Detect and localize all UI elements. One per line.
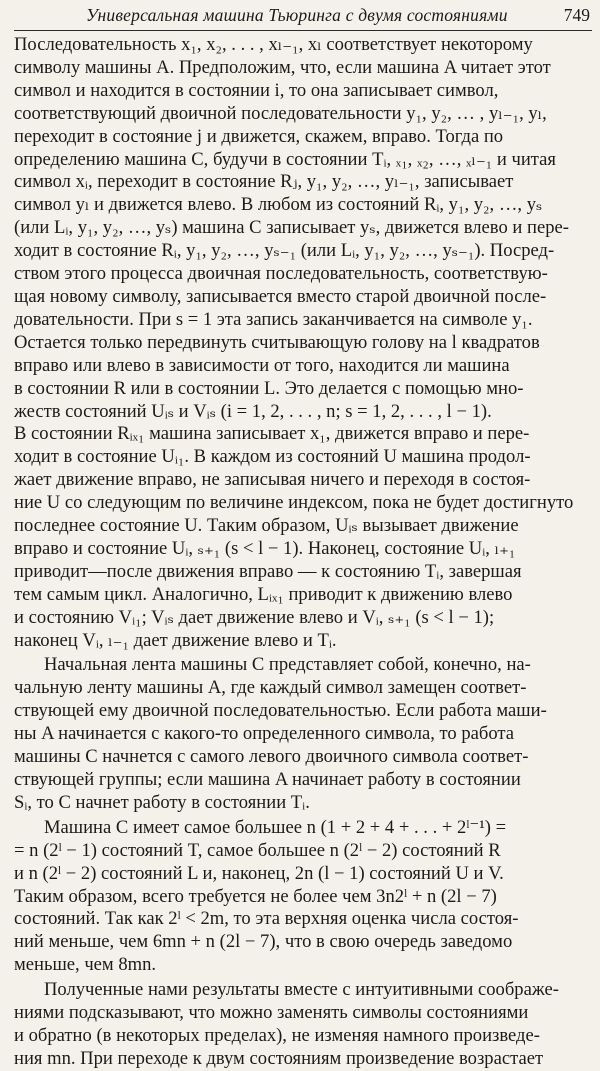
text-line: щая новому символу, записывается вместо старой двоичной после-: [14, 285, 547, 307]
text-line: определению машина C, будучи в состоянии Tᵢ, ₓ₁, ₓ₂, …, ₓₗ₋₁ и читая: [14, 148, 556, 170]
text-line: в состоянии R или в состоянии L. Это делается с помощью мно-: [14, 377, 524, 399]
text-line: Начальная лента машины C представляет собой, конечно, на-: [44, 654, 531, 676]
text-line: ством этого процесса двоичная последовательность, соответствую-: [14, 263, 548, 285]
text-line: Полученные нами результаты вместе с интуитивными соображе-: [44, 979, 559, 1001]
page-number: 749: [563, 5, 590, 25]
text-line: = n (2ˡ − 1) состояний T, самое большее n (2ˡ − 2) состояний R: [14, 839, 501, 861]
text-line: последнее состояние U. Таким образом, Uᵢₛ вызывает движение: [14, 515, 519, 537]
text-line: жает движение вправо, не записывая ничего и переходя в состоя-: [14, 469, 531, 491]
text-line: соответствующий двоичной последовательности y₁, y₂, … , yₗ₋₁, yₗ,: [14, 102, 547, 124]
text-line: Машина C имеет самое большее n (1 + 2 + 4 + . . . + 2ˡ⁻¹) =: [44, 816, 507, 838]
text-line: ны A начинается с какого-то определенного символа, то работа: [14, 723, 515, 745]
paragraph: [14, 817, 592, 977]
text-line: наконец Vᵢ, ₗ₋₁ дает движение влево и Tᵢ.: [14, 629, 337, 651]
text-line: переходит в состояние j и движется, скажем, вправо. Тогда по: [14, 125, 504, 147]
text-line: ний меньше, чем 6mn + n (2l − 7), что в свою очередь заведомо: [14, 931, 513, 953]
text-line: ние U со следующим по величине индексом, пока не будет достигнуто: [14, 492, 574, 514]
text-line: меньше, чем 8mn.: [14, 954, 157, 976]
text-line: состояний. Так как 2ˡ < 2m, то эта верхняя оценка числа состоя-: [14, 908, 519, 930]
text-line: ствующей ему двоичной последовательностью. Если работа маши-: [14, 700, 547, 722]
text-line: символу машины A. Предположим, что, если машина A читает этот: [14, 56, 551, 78]
text-line: чальную ленту машины A, где каждый символ замещен соответ-: [14, 677, 527, 699]
text-line: символ xᵢ, переходит в состояние Rⱼ, y₁, y₂, …, yₗ₋₁, записывает: [14, 171, 514, 193]
text-line: вправо и состояние Uᵢ, ₛ₊₁ (s < l − 1). Наконец, состояние Uᵢ, ₗ₊₁: [14, 537, 516, 559]
paragraph: [14, 654, 592, 814]
text-line: (или Lᵢ, y₁, y₂, …, yₛ) машина C записывает yₛ, движется влево и пере-: [14, 217, 569, 239]
text-line: Остается только передвинуть считывающую голову на l квадратов: [14, 331, 540, 353]
running-header: [14, 2, 592, 31]
text-line: приводит—после движения вправо — к состоянию Tᵢ, завершая: [14, 560, 522, 582]
text-line: символ и находится в состоянии i, то она записывает символ,: [14, 79, 499, 101]
text-line: тем самым цикл. Аналогично, Lᵢₓ₁ приводит к движению влево: [14, 583, 513, 605]
text-line: и обратно (в некоторых пределах), не изменяя намного произведе-: [14, 1024, 540, 1046]
text-line: и n (2ˡ − 2) состояний L и, наконец, 2n (l − 1) состояний U и V.: [14, 862, 504, 884]
paragraph: [14, 34, 592, 652]
text-line: жеств состояний Uᵢₛ и Vᵢₛ (i = 1, 2, . . . , n; s = 1, 2, . . . , l − 1).: [14, 400, 492, 422]
text-line: ствующей группы; если машина A начинает работу в состоянии: [14, 769, 521, 790]
text-line: довательности. При s = 1 эта запись заканчивается на символе y₁.: [14, 308, 533, 330]
paragraph: [14, 979, 592, 1071]
text-line: ходит в состояние Uᵢ₁. В каждом из состояний U машина продол-: [14, 446, 531, 468]
text-line: В состоянии Rᵢₓ₁ машина записывает x₁, движется вправо и пере-: [14, 423, 530, 445]
text-line: и состоянию Vᵢ₁; Vᵢₛ дает движение влево и Vᵢ, ₛ₊₁ (s < l − 1);: [14, 606, 495, 628]
text-line: вправо или влево в зависимости от того, находится ли машина: [14, 354, 510, 376]
text-line: символ yₗ и движется влево. В любом из состояний Rᵢ, y₁, y₂, …, yₛ: [14, 194, 543, 216]
text-line: ниями подсказывают, что можно заменять символы состояниями: [14, 1002, 529, 1024]
body-text: [14, 34, 592, 1071]
text-line: Sᵢ, то C начнет работу в состоянии Tᵢ.: [14, 791, 310, 813]
text-line: машины C начнется с самого левого двоичного символа соответ-: [14, 746, 529, 768]
text-line: Последовательность x₁, x₂, . . . , xₗ₋₁, xₗ соответствует некоторому: [14, 34, 533, 55]
text-line: Таким образом, всего требуется не более чем 3n2ˡ + n (2l − 7): [14, 885, 497, 907]
running-title: Универсальная машина Тьюринга с двумя состояниями: [86, 5, 508, 25]
text-line: ния mn. При переходе к двум состояниям произведение возрастает: [14, 1047, 544, 1069]
text-line: ходит в состояние Rᵢ, y₁, y₂, …, yₛ₋₁ (или Lᵢ, y₁, y₂, …, yₛ₋₁). Посред-: [14, 240, 555, 262]
